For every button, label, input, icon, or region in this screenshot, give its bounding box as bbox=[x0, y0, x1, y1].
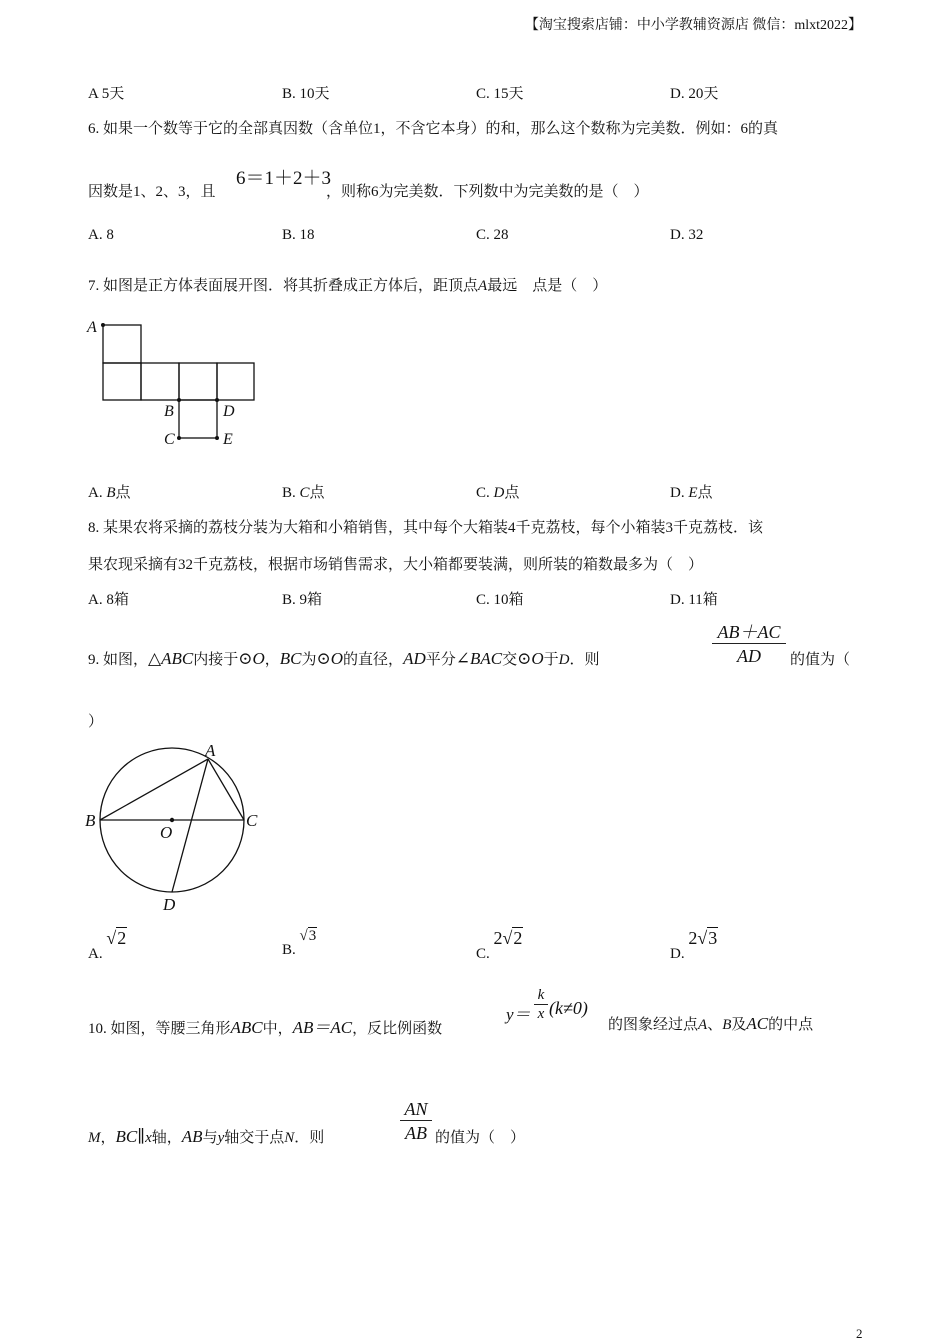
label-c: C bbox=[246, 811, 258, 830]
q7-option-d: D. E点 bbox=[670, 485, 713, 501]
q6-stem-line2-post: ，则称6为完美数．下列数中为完美数的是（ ） bbox=[326, 184, 649, 200]
q5-option-c: C. 15天 bbox=[476, 86, 524, 102]
q10-stem-line2: M，BC∥x轴，AB与y轴交于点N．则 bbox=[88, 1127, 325, 1146]
net-square-bottom bbox=[179, 400, 217, 438]
q9-fraction bbox=[712, 621, 786, 668]
q8-option-d: D. 11箱 bbox=[670, 592, 718, 608]
q7-option-b: B. C点 bbox=[282, 485, 325, 501]
q9-option-c: C. 2√2 bbox=[476, 928, 523, 962]
q9-angle-bac: ∠BAC bbox=[455, 649, 503, 668]
net-square-row-1 bbox=[103, 363, 141, 400]
segment-ad bbox=[172, 759, 208, 892]
q7-stem-pre: 7. 如图是正方体表面展开图．将其折叠成正方体后，距顶点 bbox=[88, 278, 479, 294]
q9-stem-line1: 9. 如图，△ABC内接于⊙O，BC为⊙O的直径，AD平分∠BAC交⊙O于D．则 bbox=[88, 649, 600, 668]
label-d: D bbox=[223, 403, 235, 420]
q6-stem-line1: 6. 如果一个数等于它的全部真因数（含单位1，不含它本身）的和，那么这个数称为完美数．例如：6的真 bbox=[88, 121, 779, 137]
q9-stem-line2: ） bbox=[88, 714, 104, 730]
vertex-a-dot bbox=[101, 323, 105, 327]
q7-stem-post: 最远 点是（ ） bbox=[487, 278, 608, 294]
q10-fraction-numerator: AN bbox=[404, 1099, 428, 1119]
net-square-row-2 bbox=[141, 363, 179, 400]
q5-option-d: D. 20天 bbox=[670, 86, 719, 102]
q10-stem-line2-tail: 的值为（ ） bbox=[435, 1130, 526, 1146]
q9-stem-tail: 的值为（ bbox=[790, 652, 851, 668]
center-o-dot bbox=[170, 818, 174, 822]
q5-option-a: A 5天 bbox=[88, 86, 125, 102]
page-number: 2 bbox=[856, 1326, 863, 1341]
net-square-top bbox=[103, 325, 141, 363]
q6-option-b: B. 18 bbox=[282, 227, 315, 243]
vertex-d-dot bbox=[215, 398, 219, 402]
segment-ab bbox=[100, 759, 208, 820]
net-square-row-4 bbox=[217, 363, 254, 400]
q8-option-a: A. 8箱 bbox=[88, 592, 129, 608]
vertex-e-dot bbox=[215, 436, 219, 440]
q8-stem-line2: 果农现采摘有32千克荔枝，根据市场销售需求，大小箱都要装满，则所装的箱数最多为（ ） bbox=[88, 557, 704, 573]
q9-triangle-abc: △ABC bbox=[148, 649, 194, 668]
q10-fraction-denominator: AB bbox=[405, 1123, 427, 1143]
segment-ac bbox=[208, 759, 244, 820]
q8-option-b: B. 9箱 bbox=[282, 592, 323, 608]
q6-stem-line2-pre: 因数是1、2、3，且 bbox=[88, 184, 216, 200]
q7-stem bbox=[88, 274, 607, 295]
q6-equation: 6＝1＋2＋3 bbox=[236, 168, 332, 189]
q7-stem-var: A bbox=[478, 278, 488, 294]
q9-fraction-denominator: AD bbox=[737, 646, 761, 666]
q5-option-b: B. 10天 bbox=[282, 86, 330, 102]
vertex-c-dot bbox=[177, 436, 181, 440]
q8-stem-line1: 8. 某果农将采摘的荔枝分装为大箱和小箱销售，其中每个大箱装4千克荔枝，每个小箱装3千克荔枝．该 bbox=[88, 520, 764, 536]
net-square-row-3 bbox=[179, 363, 217, 400]
q10-function-fraction: k x bbox=[534, 987, 548, 1023]
q9-option-b: B. √3 bbox=[282, 928, 317, 958]
label-a: A bbox=[87, 319, 97, 336]
q7-option-a: A. B点 bbox=[88, 485, 131, 501]
q6-option-c: C. 28 bbox=[476, 227, 509, 243]
q7-option-c: C. D点 bbox=[476, 485, 520, 501]
label-d: D bbox=[163, 895, 176, 914]
q9-option-a: A. √2 bbox=[88, 928, 127, 962]
circle-triangle-figure bbox=[80, 738, 270, 918]
label-o: O bbox=[160, 823, 173, 842]
label-b: B bbox=[85, 811, 96, 830]
label-c: C bbox=[164, 431, 175, 448]
q6-option-d: D. 32 bbox=[670, 227, 704, 243]
cube-net-figure bbox=[82, 314, 272, 454]
q10-function-condition: (k≠0) bbox=[549, 998, 588, 1018]
label-a: A bbox=[205, 741, 216, 760]
q6-option-a: A. 8 bbox=[88, 227, 114, 243]
q9-circle-o: ⊙O bbox=[238, 649, 265, 668]
vertex-b-dot bbox=[177, 398, 181, 402]
q10-fraction bbox=[400, 1098, 432, 1145]
q9-option-d: D. 2√3 bbox=[670, 928, 718, 962]
label-e: E bbox=[223, 431, 233, 448]
q8-option-c: C. 10箱 bbox=[476, 592, 524, 608]
q10-stem-line1-post: 的图象经过点A、B及AC的中点 bbox=[608, 1014, 814, 1033]
q9-fraction-numerator: AB＋AC bbox=[717, 622, 781, 642]
q10-stem-line1-pre: 10. 如图，等腰三角形ABC中，AB＝AC，反比例函数 bbox=[88, 1018, 443, 1037]
label-b: B bbox=[164, 403, 174, 420]
q10-function-y: y＝ bbox=[506, 1005, 531, 1024]
page-header: 【淘宝搜索店铺：中小学教辅资源店 微信：mlxt2022】 bbox=[524, 18, 862, 33]
